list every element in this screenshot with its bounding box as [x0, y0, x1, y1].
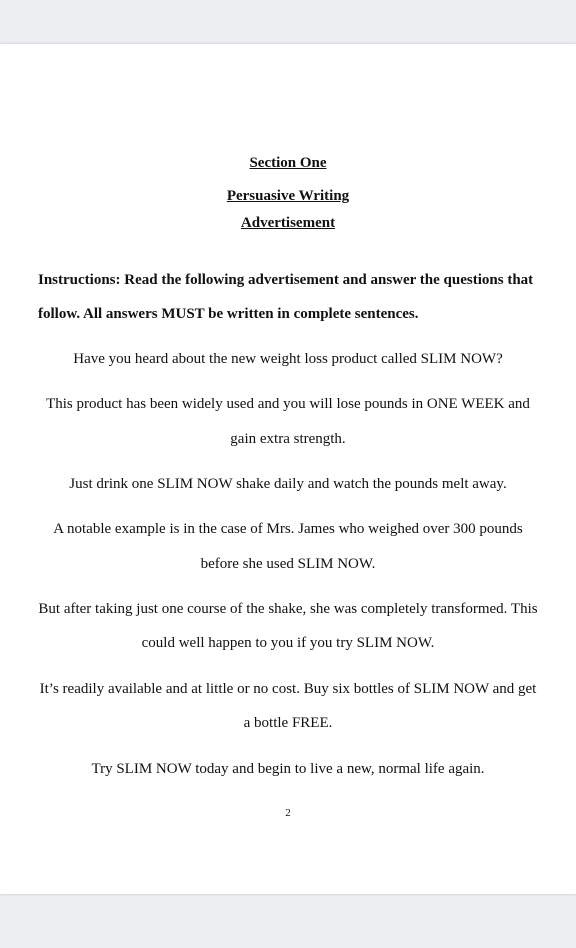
subtitle-advertisement: Advertisement [240, 215, 336, 231]
paragraph-3-line-1: Just drink one SLIM NOW shake daily and watch the pounds melt away. [69, 476, 507, 492]
paragraph-5-line-2: could well happen to you if you try SLIM NOW. [141, 635, 435, 651]
paragraph-4-line-2: before she used SLIM NOW. [200, 556, 376, 572]
paragraph-5-line-1: But after taking just one course of the shake, she was completely transformed. This [38, 601, 538, 617]
paragraph-7-line-1: Try SLIM NOW today and begin to live a new, normal life again. [91, 761, 485, 777]
document-page [0, 44, 576, 894]
instructions-line-1: Instructions: Read the following advertisement and answer the questions that [38, 272, 534, 288]
paragraph-6-line-1: It’s readily available and at little or no cost. Buy six bottles of SLIM NOW and get [39, 681, 537, 697]
paragraph-2-line-1: This product has been widely used and you will lose pounds in ONE WEEK and [46, 396, 530, 412]
paragraph-4-line-1: A notable example is in the case of Mrs. James who weighed over 300 pounds [53, 521, 523, 537]
instructions-line-2: follow. All answers MUST be written in complete sentences. [38, 306, 419, 322]
paragraph-2-line-2: gain extra strength. [230, 431, 346, 447]
subtitle-persuasive-writing: Persuasive Writing [226, 188, 350, 204]
paragraph-6-line-2: a bottle FREE. [243, 715, 333, 731]
section-title: Section One [249, 155, 327, 171]
page-number: 2 [285, 807, 291, 819]
paragraph-1-line-1: Have you heard about the new weight loss product called SLIM NOW? [73, 351, 503, 367]
